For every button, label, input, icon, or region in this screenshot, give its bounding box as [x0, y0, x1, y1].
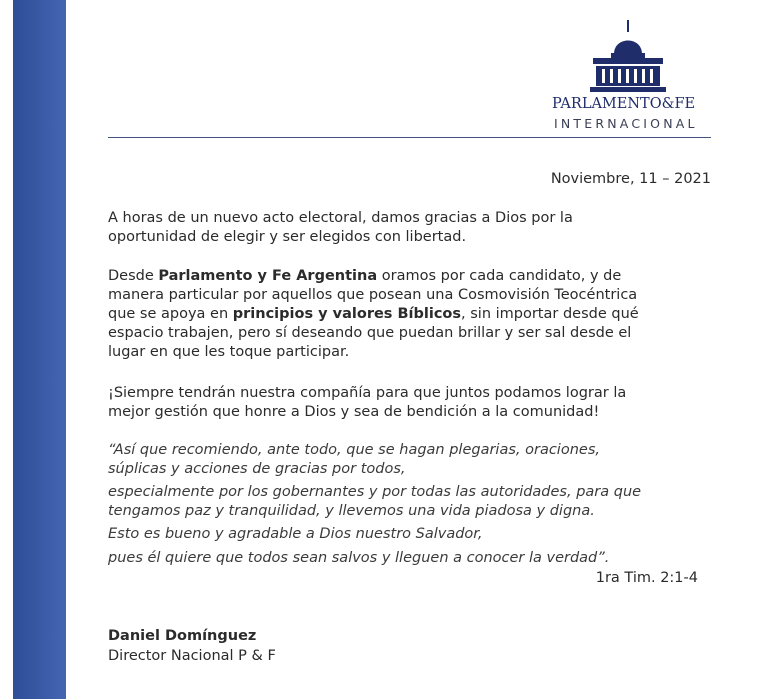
- paragraph-line: mejor gestión que honre a Dios y sea de bendición a la comunidad!: [108, 404, 600, 420]
- quote-line: tengamos paz y tranquilidad, y llevemos una vida piadosa y digna.: [108, 503, 595, 519]
- paragraph-line: lugar en que les toque participar.: [108, 344, 350, 360]
- paragraph-line: que se apoya en principios y valores Bíblicos, sin importar desde qué: [108, 306, 639, 322]
- paragraph-line: ¡Siempre tendrán nuestra compañía para que juntos podamos lograr la: [108, 385, 627, 401]
- emphasis-principles: principios y valores Bíblicos: [232, 306, 462, 322]
- quote-line: Esto es bueno y agradable a Dios nuestro Salvador,: [108, 526, 483, 542]
- paragraph-line: A horas de un nuevo acto electoral, damos gracias a Dios por la: [108, 210, 573, 226]
- quote-line: especialmente por los gobernantes y por todas las autoridades, para que: [108, 484, 642, 500]
- paragraph-line: espacio trabajen, pero sí deseando que puedan brillar y ser sal desde el: [108, 325, 632, 341]
- paragraph-prayer: [108, 267, 639, 362]
- signer-name: Daniel Domínguez: [108, 628, 257, 644]
- organization-name: Parlamento y Fe Argentina: [158, 268, 378, 284]
- logo-title: PARLAMENTO&FE: [552, 96, 696, 112]
- quote-line: pues él quiere que todos sean salvos y lleguen a conocer la verdad”.: [108, 550, 610, 566]
- paragraph-intro: [108, 209, 573, 247]
- left-accent-bar: [13, 0, 66, 699]
- quote-line: súplicas y acciones de gracias por todos,: [108, 461, 406, 477]
- quote-reference: 1ra Tim. 2:1-4: [595, 570, 698, 586]
- paragraph-line: oportunidad de elegir y ser elegidos con libertad.: [108, 229, 467, 245]
- logo-subtitle: INTERNACIONAL: [554, 116, 698, 131]
- quote-line: “Así que recomiendo, ante todo, que se hagan plegarias, oraciones,: [108, 442, 600, 458]
- header-divider: [108, 137, 711, 138]
- letter-date: Noviembre, 11 – 2021: [550, 171, 711, 187]
- paragraph-line: manera particular por aquellos que posean una Cosmovisión Teocéntrica: [108, 287, 638, 303]
- paragraph-line: Desde Parlamento y Fe Argentina oramos por cada candidato, y de: [108, 268, 622, 284]
- signer-title: Director Nacional P & F: [108, 648, 276, 664]
- paragraph-closing: [108, 384, 626, 422]
- parliament-building-icon: [590, 20, 666, 94]
